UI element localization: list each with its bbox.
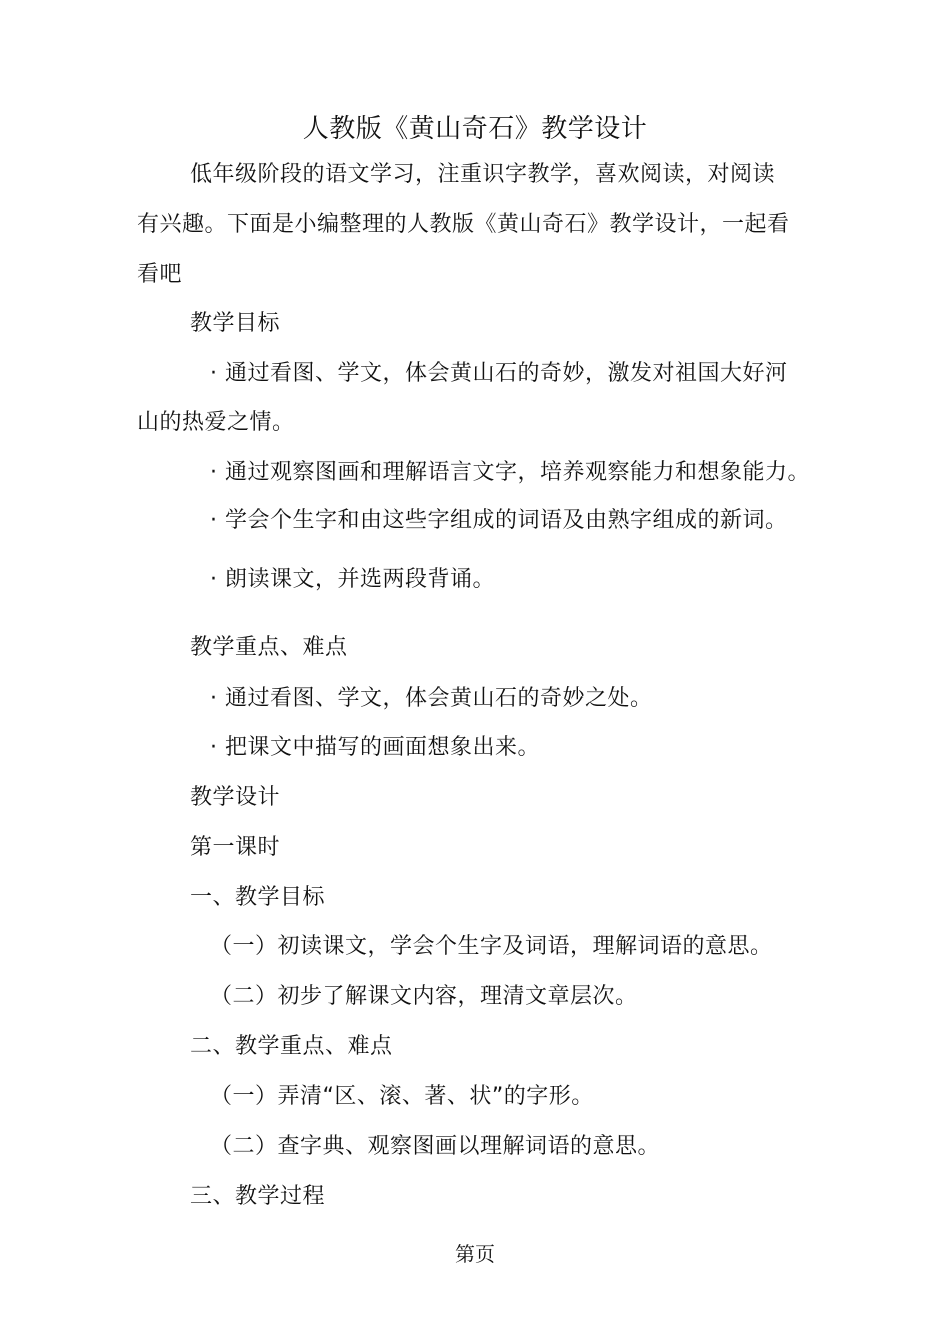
goals-heading: 教学目标 [190,311,281,336]
section-2-item-1: （一）弄清“区、滚、著、状”的字形。 [210,1084,594,1109]
key-points-heading: 教学重点、难点 [190,635,348,660]
intro-line-3: 看吧 [137,262,183,287]
section-2-item-2: （二）查字典、观察图画以理解词语的意思。 [210,1134,661,1159]
section-1-item-1: （一）初读课文，学会个生字及词语，理解词语的意思。 [210,934,773,959]
key-point-item-2: · 把课文中描写的画面想象出来。 [210,735,540,760]
page-footer: 第页 [455,1242,495,1266]
goal-item-2: · 通过观察图画和理解语言文字，培养观察能力和想象能力。 [210,460,810,485]
goal-item-1-line-1: · 通过看图、学文，体会黄山石的奇妙，激发对祖国大好河 [210,361,788,386]
intro-line-1: 低年级阶段的语文学习，注重识字教学，喜欢阅读，对阅读 [190,162,776,187]
intro-line-2: 有兴趣。下面是小编整理的人教版《黄山奇石》教学设计，一起看 [137,212,790,237]
document-title: 人教版《黄山奇石》教学设计 [302,114,648,144]
goal-item-1-line-2: 山的热爱之情。 [137,410,295,435]
key-point-item-1: · 通过看图、学文，体会黄山石的奇妙之处。 [210,686,653,711]
section-1-heading: 一、教学目标 [190,885,326,910]
section-2-heading: 二、教学重点、难点 [190,1034,393,1059]
design-heading: 教学设计 [190,785,281,810]
lesson-heading: 第一课时 [190,835,281,860]
goal-item-3: · 学会个生字和由这些字组成的词语及由熟字组成的新词。 [210,508,788,533]
section-3-heading: 三、教学过程 [190,1184,326,1209]
section-1-item-2: （二）初步了解课文内容，理清文章层次。 [210,984,638,1009]
goal-item-4: · 朗读课文，并选两段背诵。 [210,567,495,592]
